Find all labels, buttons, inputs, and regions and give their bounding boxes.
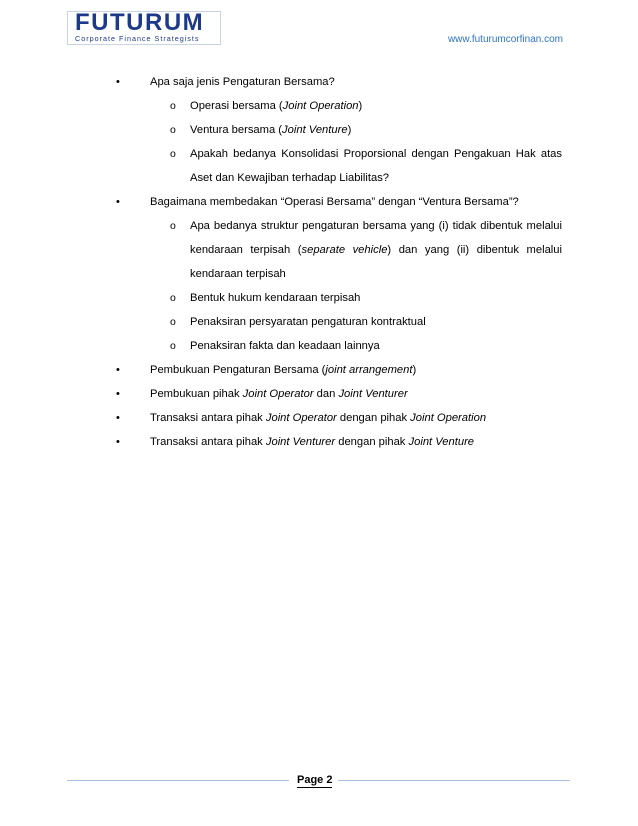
bullet-marker: •: [116, 388, 120, 400]
website-link[interactable]: www.futurumcorfinan.com: [447, 34, 563, 45]
sub-bullet-marker: o: [170, 220, 176, 232]
bullet-marker: •: [116, 436, 120, 448]
sub-bullet-marker: o: [170, 124, 176, 136]
sub-list-item: [0, 310, 638, 334]
list-item-text: Transaksi antara pihak Joint Operator dengan pihak Joint Operation: [150, 412, 487, 424]
bullet-marker: •: [116, 76, 120, 88]
list-item-text: Bagaimana membedakan “Operasi Bersama” dengan “Ventura Bersama”?: [150, 196, 519, 208]
company-logo: [67, 11, 221, 45]
list-item-text: Pembukuan Pengaturan Bersama (joint arrangement): [150, 364, 417, 376]
sub-bullet-marker: o: [170, 340, 176, 352]
list-item: [0, 190, 638, 214]
logo-wordmark: FUTURUM: [75, 9, 205, 36]
sub-bullet-marker: o: [170, 316, 176, 328]
sub-list-item: [0, 286, 638, 310]
sub-list-item: [0, 142, 638, 190]
list-item: [0, 430, 638, 454]
sub-list-item-text: Penaksiran persyaratan pengaturan kontraktual: [190, 316, 426, 328]
list-item: [0, 406, 638, 430]
sub-bullet-marker: o: [170, 292, 176, 304]
sub-list-item: [0, 94, 638, 118]
list-item: [0, 382, 638, 406]
sub-list-item: [0, 334, 638, 358]
bullet-marker: •: [116, 364, 120, 376]
sub-list-item: [0, 214, 638, 286]
list-item-text: Pembukuan pihak Joint Operator dan Joint Venturer: [150, 388, 408, 400]
list-item: [0, 70, 638, 94]
sub-list-item: [0, 118, 638, 142]
list-item: [0, 358, 638, 382]
sub-list-item-text: Apa bedanya struktur pengaturan bersama yang (i) tidak dibentuk melalui kendaraan terpisah (separate vehicle) dan yang (ii) dibentuk melalui kendaraan terpisah: [190, 220, 562, 280]
sub-list-item-text: Ventura bersama (Joint Venture): [190, 124, 352, 136]
sub-bullet-marker: o: [170, 148, 176, 160]
bullet-marker: •: [116, 196, 120, 208]
sub-list-item-text: Penaksiran fakta dan keadaan lainnya: [190, 340, 380, 352]
footer-divider-left: [67, 780, 289, 781]
sub-list-item-text: Operasi bersama (Joint Operation): [190, 100, 363, 112]
list-item-text: Apa saja jenis Pengaturan Bersama?: [150, 76, 335, 88]
page-number: Page 2: [297, 774, 333, 786]
bullet-marker: •: [116, 412, 120, 424]
logo-tagline: Corporate Finance Strategists: [75, 34, 200, 43]
sub-list-item-text: Bentuk hukum kendaraan terpisah: [190, 292, 361, 304]
sub-bullet-marker: o: [170, 100, 176, 112]
footer-divider-right: [338, 780, 570, 781]
sub-list-item-text: Apakah bedanya Konsolidasi Proporsional dengan Pengakuan Hak atas Aset dan Kewajiban terhadap Liabilitas?: [190, 148, 562, 184]
list-item-text: Transaksi antara pihak Joint Venturer dengan pihak Joint Venture: [150, 436, 475, 448]
document-body: [0, 70, 638, 454]
